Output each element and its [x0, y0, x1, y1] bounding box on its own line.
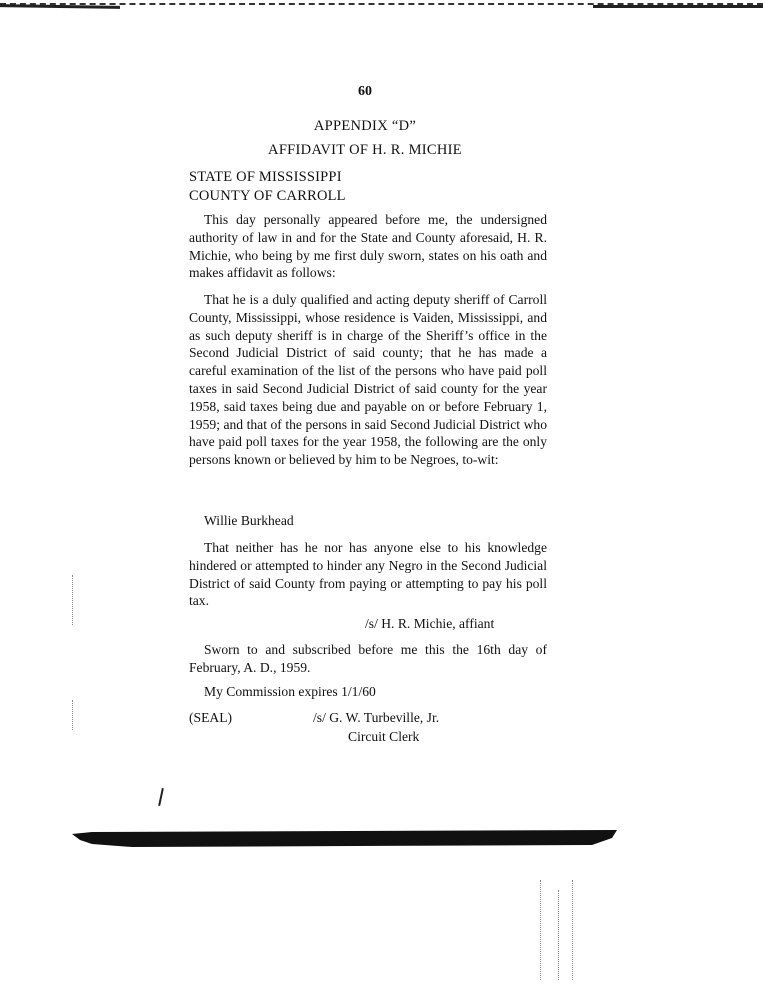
appendix-heading: APPENDIX “D”	[313, 118, 417, 134]
venue-county: COUNTY OF CARROLL	[189, 188, 346, 204]
affidavit-statement-paragraph: That he is a duly qualified and acting deputy sheriff of Carroll County, Mississippi, whose residence is Vaiden, Mississippi, and as such deputy sheriff is in charge of the Sheriff’s office in the Second Judicial District of said county; that he has made a careful examination of the list of the persons who have paid poll taxes in said Second Judicial District of said county for the year 1958, said taxes being due and payable on or before February 1, 1959; and that of the persons in said Second Judicial District who have paid poll taxes for the year 1958, the following are the only persons known or believed by him to be Negroes, to-wit:	[189, 292, 547, 468]
venue-block	[189, 168, 346, 206]
clerk-signature: /s/ G. W. Turbeville, Jr.	[313, 710, 440, 725]
top-right-edge-bar	[593, 5, 763, 8]
venue-state: STATE OF MISSISSIPPI	[189, 169, 342, 185]
affidavit-hindrance-paragraph: That neither has he nor has anyone else to his knowledge hindered or attempted to hinder any Negro in the Second Judicial District of said County from paying or attempting to pay his poll tax.	[189, 540, 547, 609]
sworn-paragraph: Sworn to and subscribed before me this the 16th day of February, A. D., 1959.	[189, 642, 547, 675]
scan-artifact-left	[72, 575, 74, 625]
scan-artifact-left-lower	[72, 700, 74, 730]
affiant-signature: /s/ H. R. Michie, affiant	[365, 616, 495, 631]
page-number: 60	[358, 84, 372, 99]
scan-artifact-right-3	[572, 880, 574, 980]
stray-pen-mark	[158, 788, 164, 806]
bottom-edge-bar	[72, 830, 617, 850]
listed-person-name: Willie Burkhead	[204, 513, 294, 528]
seal-label: (SEAL)	[189, 710, 233, 725]
clerk-title: Circuit Clerk	[348, 729, 420, 744]
affidavit-title: AFFIDAVIT OF H. R. MICHIE	[268, 142, 462, 158]
commission-expiry: My Commission expires 1/1/60	[204, 684, 376, 699]
scan-artifact-right	[540, 880, 542, 980]
scan-artifact-right-2	[558, 890, 560, 980]
top-left-edge-bar	[0, 4, 120, 9]
affidavit-intro-paragraph: This day personally appeared before me, the undersigned authority of law in and for the State and County aforesaid, H. R. Michie, who being by me first duly sworn, states on his oath and makes affidavit as follows:	[189, 212, 547, 281]
